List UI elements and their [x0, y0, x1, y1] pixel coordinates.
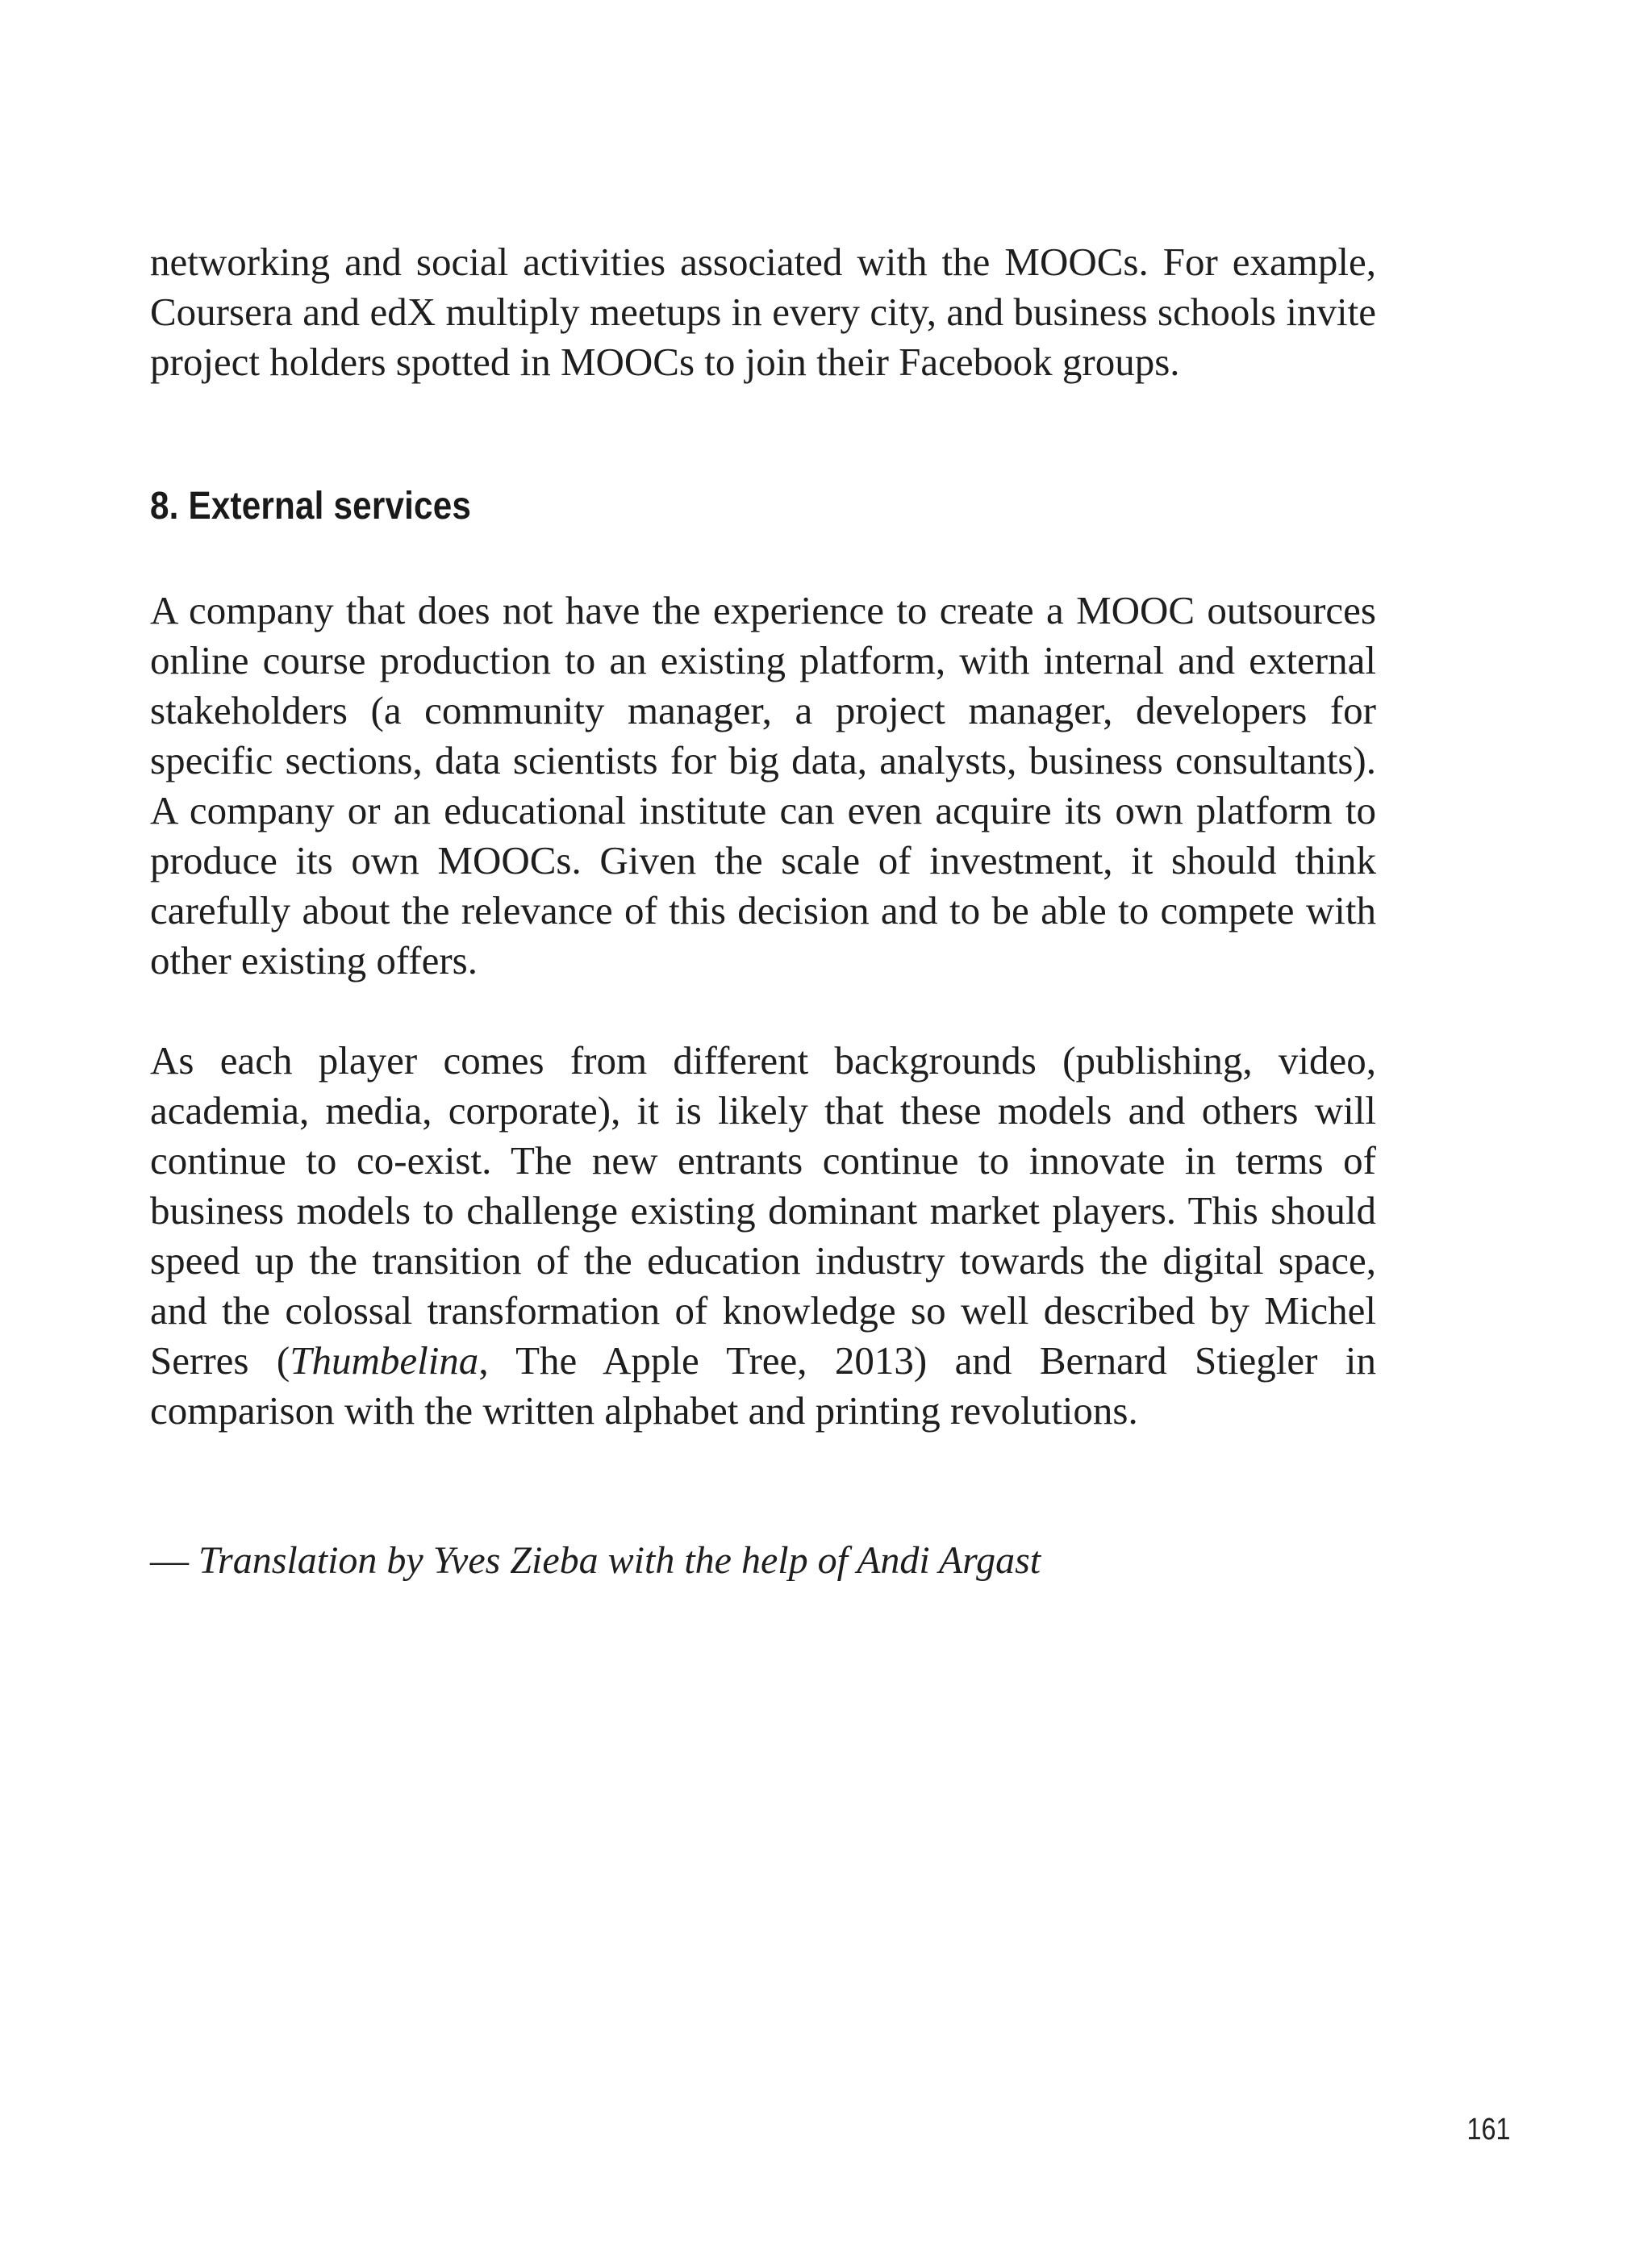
body-paragraph-2: [150, 1036, 1376, 1436]
paragraph-2-text-start: As each player comes from different backgrounds (publishing, video, academia, media, corporate), it is likely that these models and others will continue to co-exist. The new entrants continue to innovate in terms of business models to challenge existing dominant market players. This should speed up the transition of the education industry towards the digital space, and the colossal transformation of knowledge so well described by Michel Serres (: [150, 1038, 1376, 1383]
credit-dash: —: [150, 1539, 198, 1582]
page-number: 161: [1466, 2113, 1510, 2147]
section-heading: 8. External services: [150, 485, 472, 528]
book-title: Thumbelina: [290, 1338, 479, 1383]
body-paragraph-1: A company that does not have the experience to create a MOOC outsources online course production to an existing platform, with internal and external stakeholders (a community manager, a project manager, developers for specific sections, data scientists for big data, analysts, business consultants). A company or an educational institute can even acquire its own platform to produce its own MOOCs. Given the scale of investment, it should think carefully about the relevance of this decision and to be able to compete with other existing offers.: [150, 588, 1376, 983]
intro-paragraph: networking and social activities associated with the MOOCs. For example, Coursera and edX multiply meetups in every city, and business schools invite project holders spotted in MOOCs to join their Facebook groups.: [150, 240, 1376, 384]
paragraph-2-text-end: , The Apple Tree, 2013) and Bernard Stiegler in comparison with the written alphabet and printing revolutions.: [150, 1338, 1376, 1433]
translation-credit: [150, 1536, 1376, 1586]
credit-text: Translation by Yves Zieba with the help of Andi Argast: [198, 1539, 1041, 1582]
